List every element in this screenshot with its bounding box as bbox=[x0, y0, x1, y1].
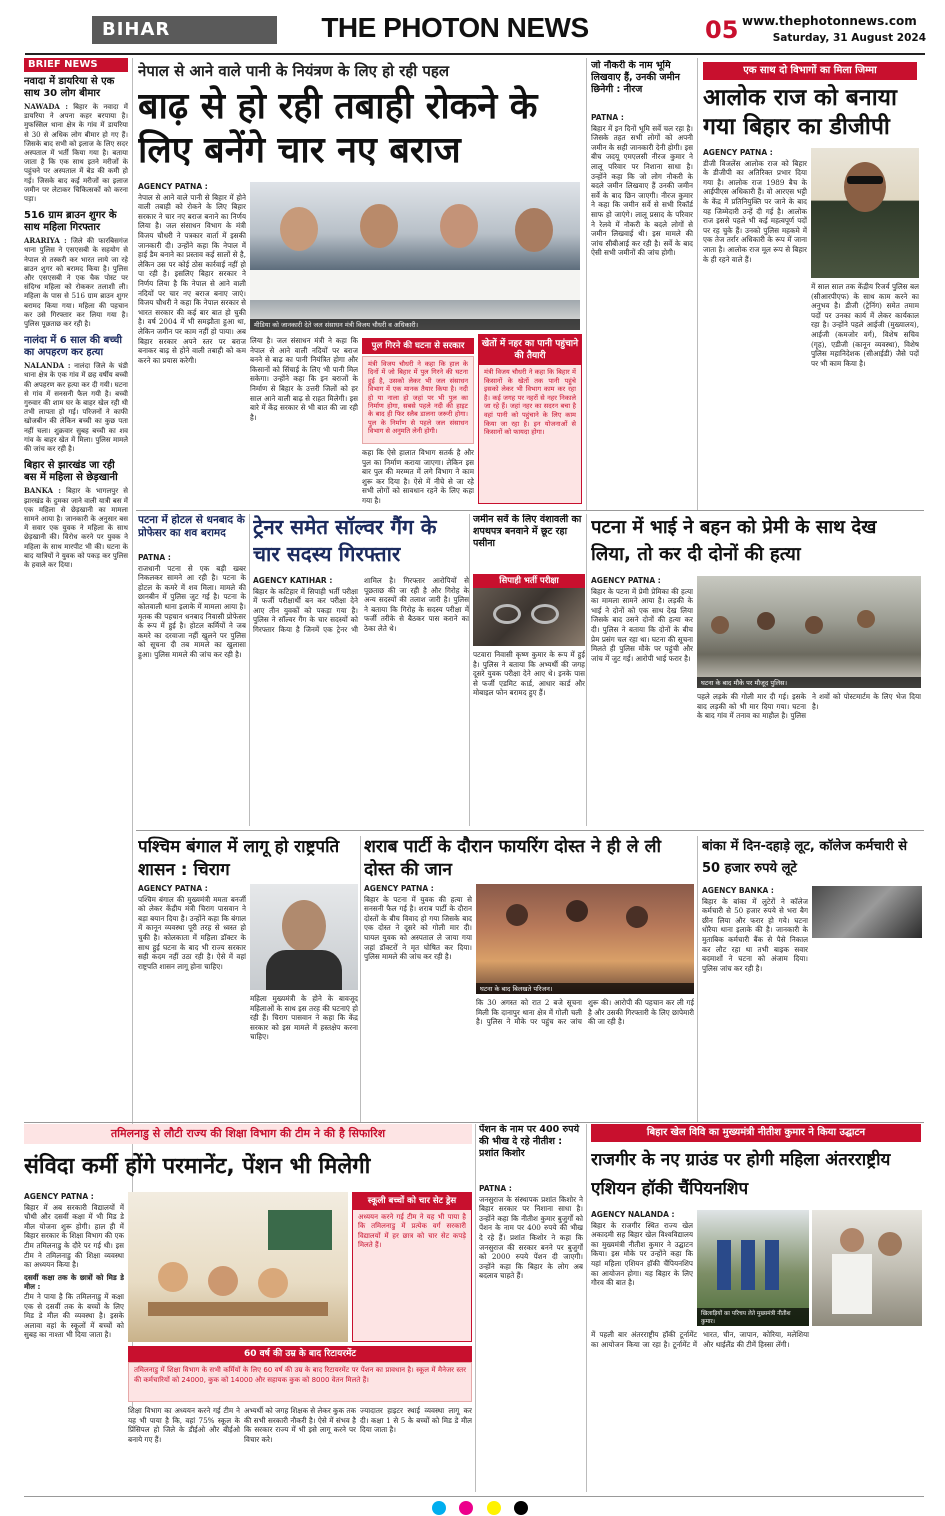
brief-title: नवादा में डायरिया से एक साथ 30 लोग बीमार bbox=[24, 76, 115, 99]
murder-body: AGENCY PATNA : बिहार के पटना में प्रेमी प्रेमिका की हत्या का मामला सामने आया है। लड़की के भाई ने दोनों को एक साथ देख लिया जिसके बाद उसने दोनों की हत्या कर दी। पुलिस ने बताया कि दोनों के बीच प्रेम प्रसंग चल रहा था। घटना की सूचना मिलते ही पुलिस मौके पर पहुंची और जांच में जुट गई। आरोपी भाई फरार है। bbox=[591, 576, 693, 663]
land-headline: जो नौकरी के नाम भूमि लिखवाए हैं, उनकी जमीन छिनेगी : नीरज bbox=[591, 60, 680, 95]
bridge-box: मंत्री विजय चौधरी ने कहा कि हाल के दिनों में जो बिहार में पुल गिरने की घटना हुई है, उसको लेकर भी जल संसाधन विभाग में एक मानक तैयार किया है। नदी हो या नाला हो जहां पर भी पुल का निर्माण होगा, सबसे पहले नदी की हाइट के बाद ही फिर स्लैब डालना जरूरी होगा। पुल के निर्माण से पहले जल संसाधन विभाग से अनुमति लेनी होगी। bbox=[362, 356, 474, 444]
retirement-box: तमिलनाडु में शिक्षा विभाग के सभी कर्मियों के लिए 60 वर्ष की उम्र के बाद रिटायरमेंट पर पेंशन का प्रावधान है। स्कूल में मैनेजर स्तर की कर्मचारियों को 24000, कुक को 14000 और सहायक कुक को 8000 वेतन मिलते हैं। bbox=[128, 1362, 472, 1402]
contract-body: AGENCY PATNA : बिहार में अब सरकारी विद्यालयों में चौथी और दसवीं कक्षा में भी मिड डे मील योजना शुरू होगी। हाल ही में बिहार सरकार के शिक्षा विभाग की एक टीम तमिलनाडु के दौरे पर गई थी। इस टीम ने तमिलनाडु की शिक्षा व्यवस्था का अध्ययन किया है। दसवीं कक्षा तक के छात्रों को मिड डे मील : टीम ने पाया है कि तमिलनाडु में कक्षा एक से दसवीं तक के बच्चों के लिए मिड डे मील की व्यवस्था है। इसके अलावा वहां के स्कूलों में बच्चों को सुबह का नाश्ता भी दिया जाता है। bbox=[24, 1192, 124, 1340]
website-link[interactable]: www.thephotonnews.com bbox=[742, 14, 917, 28]
section-rule bbox=[136, 510, 924, 511]
brief-title: 516 ग्राम ब्राउन शुगर के साथ महिला गिरफ्तार bbox=[24, 210, 117, 234]
registration-dot bbox=[514, 1501, 528, 1515]
section-rule bbox=[136, 830, 924, 831]
banka-headline: बांका में दिन-दहाड़े लूट, कॉलेज कर्मचारी से 50 हजार रुपये लूटे bbox=[702, 839, 908, 876]
dgp-photo bbox=[811, 148, 919, 278]
bengal-photo bbox=[250, 884, 358, 990]
column-divider bbox=[697, 836, 698, 1122]
lead-headline: बाढ़ से हो रही तबाही रोकने के लिए बनेंगे चार नए बराज bbox=[138, 86, 538, 171]
contract-col-c: ज्यादातर हाइटर स्थाई व्यवस्था लागू कर दी। कक्षा 1 से 5 के बच्चों को मिड डे मील दिया जाता है। bbox=[360, 1406, 472, 1435]
section-rule bbox=[24, 1122, 924, 1123]
column-divider bbox=[475, 1124, 476, 1492]
column-divider bbox=[360, 836, 361, 1122]
paper-name: THE PHOTON NEWS bbox=[321, 12, 589, 43]
dgp-headline: आलोक राज को बनाया गया बिहार का डीजीपी bbox=[703, 85, 897, 140]
dress-title: स्कूली बच्चों को चार सेट ड्रेस bbox=[353, 1193, 471, 1210]
hockey-body-2: में पहली बार अंतरराष्ट्रीय हॉकी टूर्नामेंट का आयोजन किया जा रहा है। टूर्नामेंट में भारत, चीन, जापान, कोरिया, मलेशिया और थाईलैंड की टीमें हिस्सा लेंगी। bbox=[591, 1330, 809, 1349]
brief-body: NAWADA : बिहार के नवादा में डायरिया ने अपना कहर बरपाया है। मुफस्सिल थाना क्षेत्र के गांव में डायरिया से 30 से अधिक लोग बीमार हो गए हैं। जिसके बाद सभी को इलाज के लिए सदर अस्पताल में भर्ती किया गया है। बताया जाता है कि एक साथ इतने मरीजों के पहुंचने पर अस्पताल में बेड की कमी हो गई। जिसके बाद कई मरीजों का इलाज जमीन पर लेटाकर चिकित्सकों को करना पड़ा। bbox=[24, 102, 128, 204]
column-divider bbox=[586, 1124, 587, 1492]
brief-body: NALANDA : नालंदा जिले के चंडी थाना क्षेत्र के एक गांव में छह वर्षीय बच्ची की अपहरण कर हत्या कर दी गयी। घटना से गांव में सनसनी फैल गयी है। बच्ची गुरुवार की शाम घर के बाहर खेल रही थी तभी लापता हो गई। परिजनों ने काफी खोजबीन की लेकिन बच्ची का कुछ पता नहीं चला। शुक्रवार सुबह बच्ची का शव गांव के बाहर खेत में मिला। पुलिस मामले की जांच कर रही है। bbox=[24, 361, 128, 454]
survey-headline: जमीन सर्वे के लिए वंशावली का शपथपत्र बनवाने में छूट रहा पसीना bbox=[473, 514, 582, 549]
gang-photo bbox=[473, 574, 585, 646]
photo-caption: घटना के बाद मौके पर मौजूद पुलिस। bbox=[697, 677, 921, 688]
color-registration-marks bbox=[380, 1500, 580, 1514]
brief-body: BANKA : बिहार के भागलपुर से झारखंड के दुमका जाने वाली यात्री बस में एक महिला से छेड़खानी का मामला सामने आया है। जानकारी के अनुसार बस में सवार एक युवक ने महिला के साथ छेड़खानी की। विरोध करने पर युवक ने महिला के साथ मारपीट भी की। घटना के बाद यात्रियों ने युवक को पकड़ कर पुलिस के हवाले कर दिया। bbox=[24, 486, 128, 569]
hockey-headline: राजगीर के नए ग्राउंड पर होगी महिला अंतरराष्ट्रीय एशियन हॉकी चैंपियनशिप bbox=[591, 1150, 891, 1199]
contract-col-a: शिक्षा विभाग का अध्ययन करने गई टीम ने यह भी पाया है कि, वहां 75% स्कूल के प्रिंसिपल हो जिले के डीईओ और बीईओ बनाये गए हैं। bbox=[128, 1406, 240, 1444]
column-divider bbox=[249, 514, 250, 826]
footer-rule bbox=[24, 1496, 924, 1497]
shooting-headline: शराब पार्टी के दौरान फायरिंग दोस्त ने ही ले ली दोस्त की जान bbox=[364, 837, 662, 880]
brief-item bbox=[24, 335, 128, 454]
column-divider bbox=[586, 58, 587, 510]
issue-date: Saturday, 31 August 2024 bbox=[772, 32, 926, 44]
page-number: 05 bbox=[705, 16, 739, 44]
contract-col-b: अभ्यर्थी को जगह शिक्षक से लेकर कुक तक की सभी सरकारी नौकरी है। ऐसे में संभव है कि सरकार राज्य में भी इसे लागू करने पर विचार करे। bbox=[244, 1406, 356, 1444]
dress-box bbox=[352, 1192, 472, 1342]
canal-body: मंत्री विजय चौधरी ने कहा कि बिहार में किसानों के खेतों तक पानी पहुंचे इसको लेकर भी विभाग काम कर रहा है। कई जगह पर नहरों से नहर निकाले जा रहे हैं। जहां नहर का सदरन बचा है वहां पानी को पहुंचाने के लिए काम किया जा रहा है। इन योजनाओं से किसानों को फायदा होगा। bbox=[479, 365, 581, 503]
pension-headline: पेंशन के नाम पर 400 रुपये की भीख दे रहे नीतीश : प्रशांत किशोर bbox=[479, 1124, 580, 1159]
murder-body-2: पहले लड़के की गोली मार दी गई। इसके बाद लड़की को भी मार दिया गया। घटना के बाद गांव में तनाव का माहौल है। पुलिस ने शवों को पोस्टमार्टम के लिए भेज दिया है। bbox=[697, 692, 921, 721]
hockey-photo-1 bbox=[697, 1210, 809, 1326]
hockey-photo-2 bbox=[812, 1210, 922, 1326]
lead-body: AGENCY PATNA : नेपाल से आने वाले पानी से बिहार में होने वाली तबाही को रोकने के लिए बिहार सरकार ने चार नए बराज बनाने का निर्णय लिया है। जल संसाधन विभाग के मंत्री विजय चौधरी ने पत्रकार वार्ता में इसकी जानकारी दी। उन्होंने कहा कि नेपाल में हाई डैम बनाने का प्रस्ताव कई सालों से है, लेकिन उस पर कोई ठोस कार्रवाई नहीं हो पा रही है। इसलिए बिहार सरकार ने निर्णय लिया है कि नेपाल से आने वाली नदियों पर चार नए बराज बनाए जाएं। विजय चौधरी ने कहा कि नेपाल सरकार से भारत सरकार की कई बार बात हो चुकी है। वर्ष 2004 में भी समझौता हुआ था, लेकिन जमीन पर काम नहीं हो पाया। अब बिहार सरकार अपने स्तर पर बराज बनाकर बाढ़ से होने वाली तबाही को कम करने का प्रयास करेगी। bbox=[138, 182, 246, 365]
lead-body-col3: कहा कि ऐसे हालात विभाग सतर्क है और पुल का निर्माण कराया जाएगा। लेकिन इस बार पुल की मरम्मत में लगे विभाग ने काम शुरू कर दिया है। ऐसे में नीचे से जा रहे सभी लोगों को सावधान रहने के लिए कहा गया है। bbox=[362, 448, 474, 504]
photo-caption: खिलाड़ियों का परिचय लेते मुख्यमंत्री नीतीश कुमार। bbox=[697, 1308, 809, 1326]
shooting-body: AGENCY PATNA : बिहार के पटना में युवक की हत्या से सनसनी फैल गई है। शराब पार्टी के दौरान दोस्तों के बीच विवाद हो गया जिसके बाद एक दोस्त ने दूसरे को गोली मार दी। घायल युवक को अस्पताल ले जाया गया जहां डॉक्टरों ने मृत घोषित कर दिया। पुलिस मामले की जांच कर रही है। bbox=[364, 884, 472, 962]
tn-strip: तमिलनाडु से लौटी राज्य की शिक्षा विभाग की टीम ने की है सिफारिश bbox=[24, 1124, 472, 1144]
bridge-bar: पुल गिरने की घटना से सरकार bbox=[362, 338, 474, 354]
registration-dot bbox=[432, 1501, 446, 1515]
bengal-body-2: महिला मुख्यमंत्री के होने के बावजूद महिलाओं के साथ इस तरह की घटनाएं हो रही हैं। चिराग पासवान ने कहा कि केंद्र सरकार को इस मामले में हस्तक्षेप करना चाहिए। bbox=[250, 994, 358, 1042]
lead-photo bbox=[250, 182, 580, 330]
canal-box bbox=[478, 334, 582, 504]
gang-headline: ट्रेनर समेत सॉल्वर गैंग के चार सदस्य गिरफ्तार bbox=[253, 515, 437, 566]
registration-dot bbox=[459, 1501, 473, 1515]
lead-body-col2: लिया है। जल संसाधन मंत्री ने कहा कि नेपाल से आने वाली नदियों पर बराज बनने से बाढ़ का पानी नियंत्रित होगा और किसानों को सिंचाई के लिए भी पानी मिल सकेगा। उन्होंने कहा कि इन बराजों के निर्माण से बिहार के उत्तरी जिलों को हर साल आने वाली बाढ़ से राहत मिलेगी। इस बारे में केंद्र सरकार से भी बात की जा रही है। bbox=[250, 336, 358, 422]
dress-body: अध्ययन करने गई टीम ने यह भी पाया है कि तमिलनाडु में प्रत्येक वर्ग सरकारी विद्यालयों में हर छात्र को चार सेट कपड़े मिलते हैं। bbox=[358, 1213, 466, 1250]
shooting-photo bbox=[476, 884, 694, 994]
brief-label: BRIEF NEWS bbox=[24, 58, 128, 72]
photo-caption: मीडिया को जानकारी देते जल संसाधन मंत्री विजय चौधरी व अधिकारी। bbox=[250, 319, 580, 330]
masthead-rule bbox=[25, 53, 925, 55]
murder-photo bbox=[697, 576, 921, 688]
column-divider bbox=[469, 514, 470, 826]
brief-body: ARARIYA : जिले की फारबिसगंज थाना पुलिस ने एसएसबी के सहयोग से नेपाल से तस्करी कर भारत लाये जा रहे ब्राउन शुगर को बरामद किया है। पुलिस और एसएसबी ने एक चैक पोस्ट पर संदिग्ध महिला को रोककर तलाशी ली। महिला के पास से 516 ग्राम ब्राउन शुगर बरामद किया गया। महिला की पहचान कर उसे गिरफ्तार कर लिया गया है। पुलिस पूछताछ कर रही है। bbox=[24, 236, 128, 329]
column-divider bbox=[586, 514, 587, 826]
brief-title: बिहार से झारखंड जा रही बस में महिला से छेड़खानी bbox=[24, 460, 118, 484]
shooting-body-2: कि 30 अगस्त को रात 2 बजे सूचना मिली कि दानापुर थाना क्षेत्र में गोली चली है। पुलिस ने मौके पर पहुंच कर जांच शुरू की। आरोपी की पहचान कर ली गई है और उसकी गिरफ्तारी के लिए छापेमारी की जा रही है। bbox=[476, 998, 694, 1027]
dgp-body: AGENCY PATNA : डीजी विजलेंस आलोक राज को बिहार के डीजीपी का अतिरिक्त प्रभार दिया गया है। आलोक राज 1989 बैच के आईपीएस अधिकारी हैं। वो आरएस भट्टी के केंद्र में प्रतिनियुक्ति पर जाने के बाद यह जिम्मेदारी उन्हें दी गई है। आलोक राज इससे पहले भी कई महत्वपूर्ण पदों पर रह चुके हैं। उनको पुलिस महकमे में एक तेज तर्रार अधिकारी के रूप में जाना जाता है। आलोक राज मूल रूप से बिहार के ही रहने वाले हैं। bbox=[703, 148, 807, 264]
dgp-tag: एक साथ दो विभागों का मिला जिम्मा bbox=[703, 62, 917, 80]
brief-title: नालंदा में 6 साल की बच्ची का अपहरण कर हत्या bbox=[24, 335, 122, 359]
land-body: PATNA : बिहार में इन दिनों भूमि सर्वे चल रहा है। जिसके तहत सभी लोगों को अपनी जमीन के सही जानकारी देनी होगी। इस बीच जदयू एमएलसी नीरज कुमार ने लालू परिवार पर निशाना साधा है। उन्होंने कहा कि जो लोग नौकरी के बदले जमीन लिखवाए हैं उनकी जमीन सर्वे के बाद छिन जाएगी। नीरज कुमार ने कहा कि जमीन सर्वे से सभी रिकॉर्ड साफ हो जाएंगे। लालू प्रसाद के परिवार ने रेलवे में नौकरी के बदले लोगों से जमीन लिखवाई थी। इस मामले की जांच सीबीआई कर रही है। सर्वे के बाद ऐसी सभी जमीनों की जांच होगी। bbox=[591, 113, 693, 258]
bengal-body: AGENCY PATNA : पश्चिम बंगाल की मुख्यमंत्री ममता बनर्जी को लेकर केंद्रीय मंत्री चिराग पासवान ने बड़ा बयान दिया है। उन्होंने कहा कि बंगाल में कानून व्यवस्था पूरी तरह से ध्वस्त हो चुकी है। कोलकाता में महिला डॉक्टर के साथ हुई घटना के बाद भी राज्य सरकार सही कदम नहीं उठा रही है। ऐसे में वहां राष्ट्रपति शासन लागू होना चाहिए। bbox=[138, 884, 246, 971]
banka-photo bbox=[812, 886, 922, 938]
banka-body: AGENCY BANKA : बिहार के बांका में लुटेरों ने कॉलेज कर्मचारी से 50 हजार रुपये से भरा बैग छीन लिया और फरार हो गये। घटना धोरैया थाना इलाके की है। जानकारी के मुताबिक कर्मचारी बैंक से पैसे निकाल कर लौट रहा था तभी बाइक सवार बदमाशों ने घटना को अंजाम दिया। पुलिस जांच कर रही है। bbox=[702, 886, 808, 973]
murder-headline: पटना में भाई ने बहन को प्रेमी के साथ देख लिया, तो कर दी दोनों की हत्या bbox=[591, 517, 877, 565]
canal-title: खेतों में नहर का पानी पहुंचाने की तैयारी bbox=[479, 335, 581, 365]
gang-photo-tag: सिपाही भर्ती परीक्षा bbox=[473, 574, 585, 588]
brief-item bbox=[24, 210, 128, 329]
dgp-body-2: में साल साल तक केंद्रीय रिजर्व पुलिस बल (सीआरपीएफ) के साथ काम करने का अनुभव है। डीजी (ट्रेनिंग) समेत तमाम पदों पर उनका कार्य में लेकर कार्यकाल रहा है। उन्होंने पहले आईजी (मुख्यालय), आईजी (कमजोर वर्ग), विशेष सचिव (गृह), एडीजी (कानून व्यवस्था), विशेष पुलिस महानिदेशक (सीआईडी) जैसे पदों पर भी काम किया है। bbox=[811, 282, 919, 368]
pension-body: PATNA : जनसुराज के संस्थापक प्रशांत किशोर ने बिहार सरकार पर निशाना साधा है। उन्होंने कहा कि नीतीश कुमार बुजुर्गों को पेंशन के नाम पर 400 रुपये की भीख दे रहे हैं। प्रशांत किशोर ने कहा कि जनसुराज की सरकार बनने पर बुजुर्गों को 2000 रुपये पेंशन दी जाएगी। उन्होंने कहा कि बिहार के लोग अब बदलाव चाहते हैं। bbox=[479, 1184, 583, 1281]
hockey-tag: बिहार खेल विवि का मुख्यमंत्री नीतीश कुमार ने किया उद्घाटन bbox=[591, 1124, 921, 1142]
doctor-headline: पटना में होटल से धनबाद के प्रोफेसर का शव बरामद bbox=[138, 514, 245, 539]
brief-item bbox=[24, 460, 128, 570]
column-divider bbox=[697, 58, 698, 510]
registration-dot bbox=[487, 1501, 501, 1515]
section-label: BIHAR bbox=[92, 16, 277, 44]
gang-side-body: पटवारा निवासी कृष्ण कुमार के रूप में हुई है। पुलिस ने बताया कि अभ्यर्थी की जगह दूसरे युवक परीक्षा देने आए थे। इनके पास से फर्जी एडमिट कार्ड, आधार कार्ड और मोबाइल फोन बरामद हुए हैं। bbox=[473, 650, 585, 698]
doctor-body: PATNA : राजधानी पटना से एक बड़ी खबर निकलकर सामने आ रही है। पटना के होटल के कमरे में शव मिला। मामले की छानबीन में पुलिस जुट गई है। पटना के कोतवाली थाना इलाके में मामला आया है। मृतक की पहचान धनबाद निवासी प्रोफेसर के रूप में हुई है। होटल कर्मियों ने जब कमरे का दरवाजा नहीं खुलने पर पुलिस को सूचना दी तब मामले का खुलासा हुआ। पुलिस मामले की जांच कर रही है। bbox=[138, 553, 246, 659]
brief-item bbox=[24, 76, 128, 204]
classroom-photo bbox=[128, 1192, 348, 1342]
contract-headline: संविदा कर्मी होंगे परमानेंट, पेंशन भी मिलेगी bbox=[24, 1154, 371, 1179]
gang-body: AGENCY KATIHAR : बिहार के कटिहार में सिपाही भर्ती परीक्षा में फर्जी परीक्षार्थी बन कर परीक्षा देने आए तीन युवकों को पकड़ा गया है। पुलिस ने सॉल्वर गैंग के चार सदस्यों को गिरफ्तार किया है जिनमें एक ट्रेनर भी शामिल है। गिरफ्तार आरोपियों से पूछताछ की जा रही है और गिरोह के अन्य सदस्यों की तलाश जारी है। पुलिस ने बताया कि गिरोह के सदस्य परीक्षा में फर्जी तरीके से बैठकर पास कराने का ठेका लेते थे। bbox=[253, 576, 469, 634]
retirement-bar: 60 वर्ष की उम्र के बाद रिटायरमेंट bbox=[128, 1346, 472, 1362]
lead-kicker: नेपाल से आने वाले पानी के नियंत्रण के लिए हो रही पहल bbox=[138, 62, 450, 80]
masthead bbox=[0, 0, 945, 52]
bengal-headline: पश्चिम बंगाल में लागू हो राष्ट्रपति शासन : चिराग bbox=[138, 837, 340, 880]
hockey-body: AGENCY NALANDA : बिहार के राजगीर स्थित राज्य खेल अकादमी सह बिहार खेल विश्वविद्यालय का मुख्यमंत्री नीतीश कुमार ने उद्घाटन किया। इस मौके पर उन्होंने कहा कि यहां महिला एशियन हॉकी चैंपियनशिप का आयोजन होगा। यह बिहार के लिए गौरव की बात है। bbox=[591, 1210, 693, 1288]
photo-caption: घटना के बाद बिलखते परिजन। bbox=[476, 983, 694, 994]
